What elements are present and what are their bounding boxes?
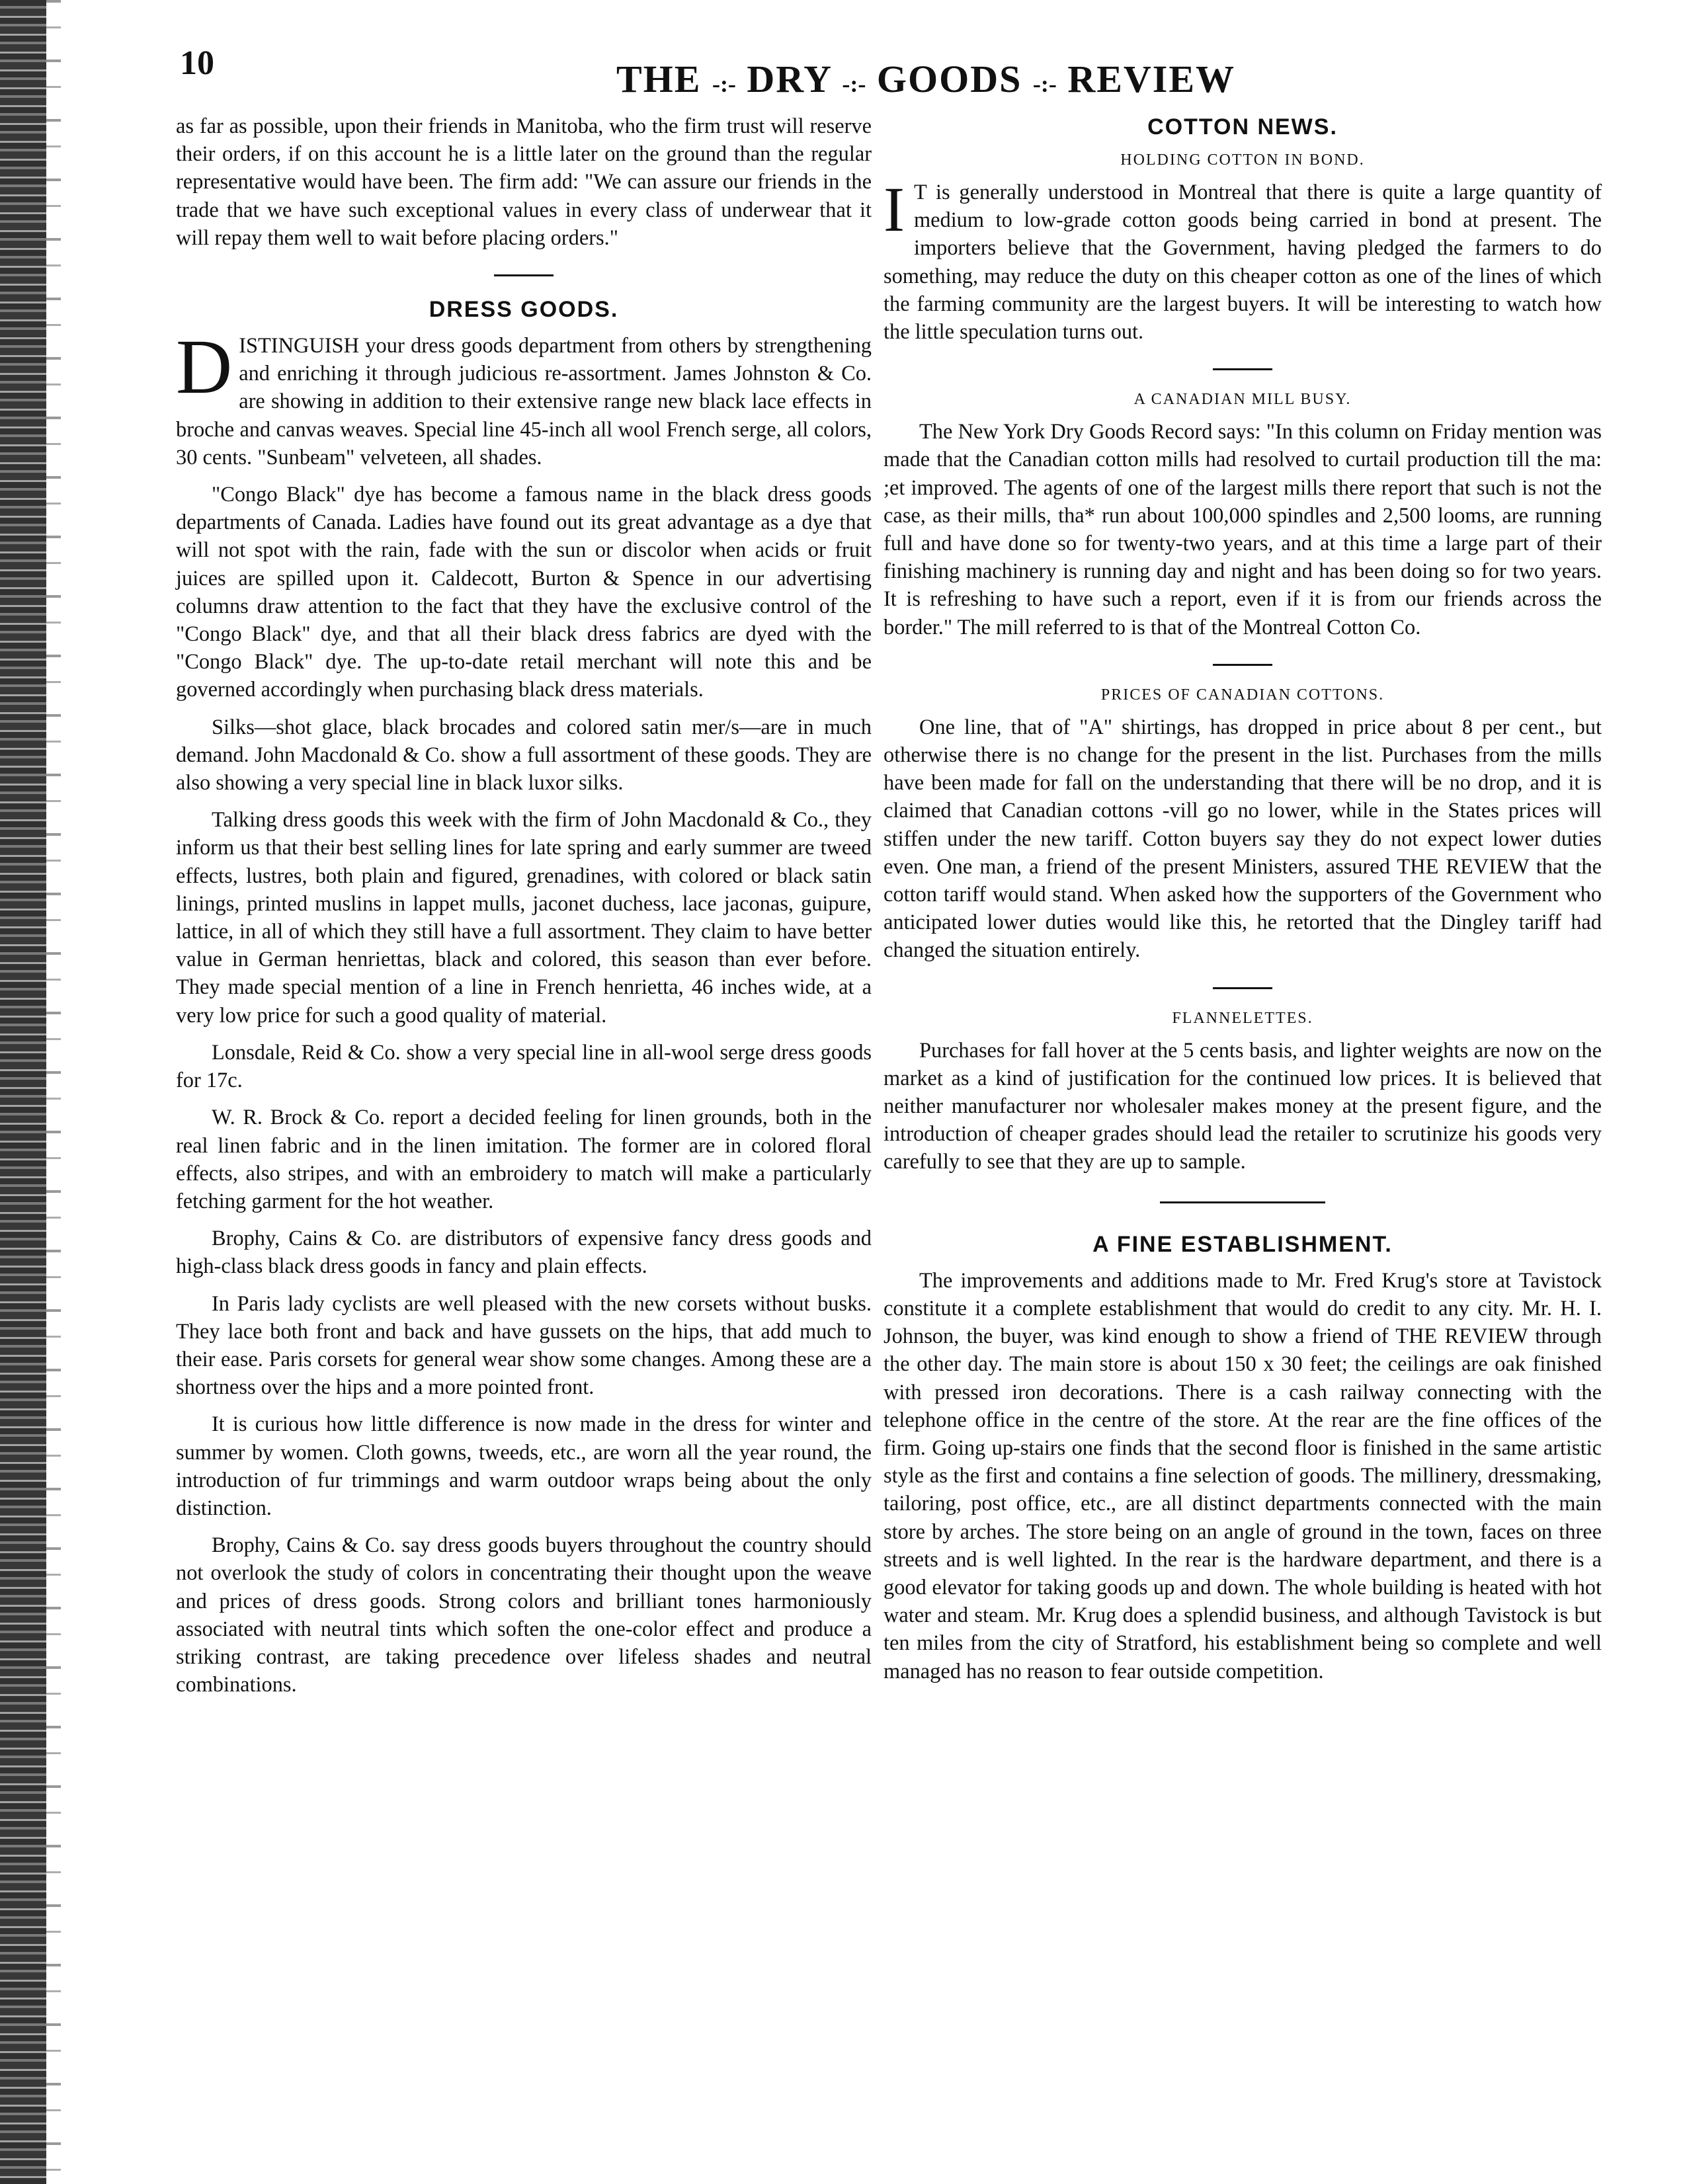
right-column bbox=[884, 112, 1602, 2129]
article-paragraph: One line, that of "A" shirtings, has dropped in price about 8 per cent., but otherwise there is no change for the present in the list. Purchases from the mills have been made for fall on the understanding that there will be no drop, and it is claimed that Canadian cottons -vill go no lower, while in the States prices will stiffen under the new tariff. Cotton buyers say they do not expect lower duties even. One man, a friend of the present Ministers, assured THE REVIEW that the cotton tariff would stand. When asked how the supporters of the Government who anticipated lower duties would like this, he retorted that the Dingley tariff had changed the situation entirely. bbox=[884, 715, 1602, 963]
article-paragraph: "Congo Black" dye has become a famous name in the black dress goods departments of Canada. Ladies have found out its great advantage as a dye that will not spot with the rain, fade with the sun or discolor when acids or fruit juices are spilled upon it. Caldecott, Burton & Spence in our advertising columns draw attention to the fact that they have the exclusive control of the "Congo Black" dye, and that all their black dress fabrics are dyed with the "Congo Black" dye. The up-to-date retail merchant will note this and be governed accordingly when purchasing black dress materials. bbox=[176, 483, 872, 702]
left-column bbox=[176, 112, 872, 2129]
cotton-lead-paragraph bbox=[884, 174, 1602, 346]
masthead-word: THE bbox=[616, 58, 702, 101]
section-title-cotton-news: COTTON NEWS. bbox=[1147, 114, 1338, 140]
masthead-word: REVIEW bbox=[1067, 58, 1236, 101]
article-paragraph: In Paris lady cyclists are well pleased with the new corsets without busks. They lace both front and back and have gussets on the hips, that add much to their ease. Paris corsets for general wear show some changes. Among these are a shortness over the hips and a more pointed front. bbox=[176, 1291, 872, 1400]
section-divider bbox=[1213, 987, 1272, 989]
section-divider bbox=[1213, 664, 1272, 666]
article-paragraph: Talking dress goods this week with the firm of John Macdonald & Co., they inform us that their best selling lines for late spring and early summer are tweed effects, lustres, both plain and figured, grenadines, with colored or black satin linings, printed muslins in lappet mulls, jaconet duchess, lace jaconas, guipure, lattice, in all of which they still have a full assortment. They claim to have better value in German henriettas, black and colored, this season than ever before. They made special mention of a line in French henrietta, 46 inches wide, at a very low price for such a good quality of material. bbox=[176, 808, 872, 1028]
drop-cap: I bbox=[884, 174, 905, 245]
lead-text: T is generally understood in Montreal that there is quite a large quantity of medium to low-grade cotton goods being carried in bond at present. The importers believe that the Government, having pledged the farmers to do something, may reduce the duty on this cheaper cotton as one of the lines of which the farming community are the largest buyers. It will be interesting to watch how the little speculation turns out. bbox=[884, 181, 1602, 344]
subheading-mill-busy: A CANADIAN MILL BUSY. bbox=[1133, 391, 1352, 409]
masthead-separator: -:- bbox=[712, 71, 736, 97]
article-paragraph: It is curious how little difference is now made in the dress for winter and summer by women. Cloth gowns, tweeds, etc., are worn all the year round, the introduction of fur trimmings and warm outdoor wraps being about the only distinction. bbox=[176, 1412, 872, 1520]
subheading-flannelettes: FLANNELETTES. bbox=[1172, 1009, 1313, 1027]
section-divider bbox=[1160, 1201, 1325, 1203]
masthead-word: GOODS bbox=[876, 58, 1022, 101]
section-title-fine-establishment: A FINE ESTABLISHMENT. bbox=[1092, 1231, 1393, 1257]
drop-cap: D bbox=[176, 323, 233, 411]
dress-goods-lead-paragraph bbox=[176, 323, 872, 471]
masthead-separator: -:- bbox=[842, 71, 866, 97]
binding-edge bbox=[0, 0, 46, 2184]
binding-edge-shadow bbox=[46, 0, 61, 2184]
continuation-paragraph: as far as possible, upon their friends in Manitoba, who the firm trust will reserve their orders, if on this account he is a little later on the ground than the regular representative would have been. The firm add: "We can assure our friends in the trade that we have such exceptional values in every class of underwear that it will repay them well to wait before placing orders." bbox=[176, 114, 872, 250]
section-divider bbox=[1213, 368, 1272, 370]
article-paragraph: W. R. Brock & Co. report a decided feeling for linen grounds, both in the real linen fabric and in the linen imitation. The former are in colored floral effects, also stripes, and with an embroidery to match will make a particularly fetching garment for the hot weather. bbox=[176, 1106, 872, 1213]
subheading-prices: PRICES OF CANADIAN COTTONS. bbox=[1100, 686, 1385, 704]
section-divider bbox=[494, 274, 554, 276]
section-title-dress-goods: DRESS GOODS. bbox=[429, 297, 619, 323]
article-paragraph: The New York Dry Goods Record says: "In this column on Friday mention was made that the Canadian cotton mills had resolved to curtail production till the ma: ;et improved. The agents of one of the largest mills there report that such is not the case, as their mills, tha* run about 100,000 spindles and 2,500 looms, are running full and have done so for twenty-two years, and at this time a large part of their finishing machinery is running day and night and has been doing so for two years. It is refreshing to have such a report, even if it is from our friends across the border." The mill referred to is that of the Montreal Cotton Co. bbox=[884, 420, 1602, 639]
subheading-holding-cotton: HOLDING COTTON IN BOND. bbox=[1120, 151, 1365, 169]
article-paragraph: Silks—shot glace, black brocades and colored satin mer/s—are in much demand. John Macdonald & Co. show a full assortment of these goods. They are also showing a very special line in black luxor silks. bbox=[176, 715, 872, 795]
masthead bbox=[463, 57, 1389, 101]
article-paragraph: Brophy, Cains & Co. are distributors of expensive fancy dress goods and high-class black dress goods in fancy and plain effects. bbox=[176, 1227, 872, 1279]
article-paragraph: Brophy, Cains & Co. say dress goods buyers throughout the country should not overlook the study of colors in concentrating their thought upon the weave and prices of dress goods. Strong colors and brilliant tones harmoniously associated with neutral tints which soften the one-color effect and produce a striking contrast, are taking precedence over lifeless shades and neutral combinations. bbox=[176, 1533, 872, 1697]
masthead-separator: -:- bbox=[1032, 71, 1057, 97]
article-paragraph: Lonsdale, Reid & Co. show a very special line in all-wool serge dress goods for 17c. bbox=[176, 1040, 872, 1093]
lead-text: ISTINGUISH your dress goods department from others by strengthening and enriching it through judicious re-assortment. James Johnston & Co. are showing in addition to their extensive range new black lace effects in broche and canvas weaves. Special line 45-inch all wool French serge, all colors, 30 cents. "Sunbeam" velveteen, all shades. bbox=[176, 334, 872, 469]
masthead-word: DRY bbox=[747, 58, 831, 101]
page-number: 10 bbox=[180, 44, 214, 82]
article-paragraph: The improvements and additions made to Mr. Fred Krug's store at Tavistock constitute it a complete establishment that would do credit to any city. Mr. H. I. Johnson, the buyer, was kind enough to show a friend of THE REVIEW through the other day. The main store is about 150 x 30 feet; the ceilings are oak finished with pressed iron decorations. There is a cash railway connecting with the telephone office in the centre of the store. At the rear are the fine offices of the firm. Going up-stairs one finds that the second floor is finished in the same artistic style as the first and contains a fine selection of goods. The millinery, dressmaking, tailoring, post office, etc., are all distinct departments connected with the main store by arches. The store being on an angle of ground in the town, faces on three streets and is well lighted. In the rear is the hardware department, and there is a good elevator for taking goods up and down. The whole building is heated with hot water and steam. Mr. Krug does a splendid business, and although Tavistock is but ten miles from the city of Stratford, his establishment being so complete and well managed has no reason to fear outside competition. bbox=[884, 1268, 1602, 1683]
article-paragraph: Purchases for fall hover at the 5 cents basis, and lighter weights are now on the market as a kind of justification for the continued low prices. It is believed that neither manufacturer nor wholesaler makes money at the present figure, and the introduction of cheaper grades should lead the retailer to scrutinize his goods very carefully to see that they are up to sample. bbox=[884, 1038, 1602, 1174]
